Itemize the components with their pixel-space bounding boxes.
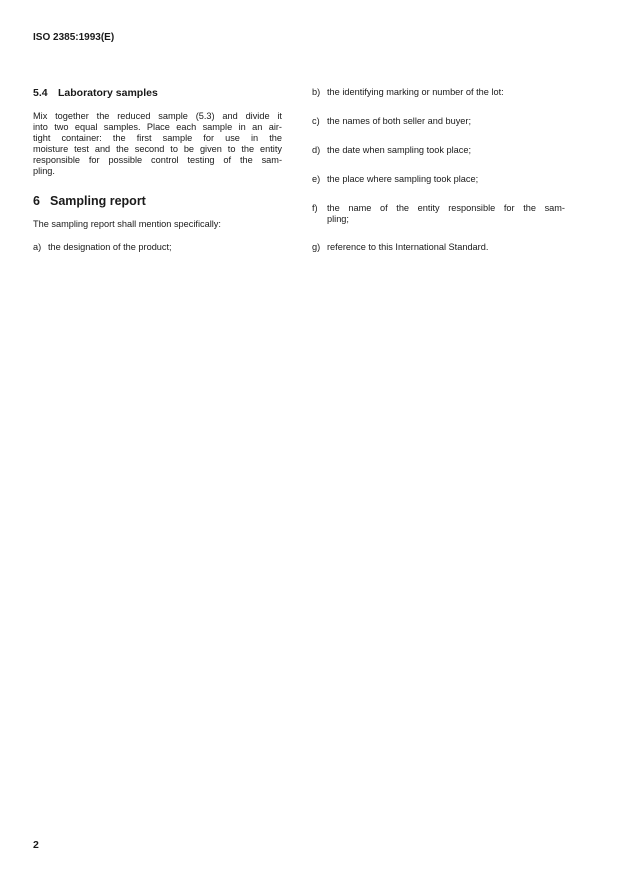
section-title: Laboratory samples [58, 87, 158, 99]
section-6-heading [33, 194, 146, 208]
item-text: reference to this International Standard. [327, 242, 489, 252]
list-item-c [312, 116, 565, 127]
list-item-a [33, 242, 283, 253]
paragraph-line: tight container: the first sample for use in the [33, 133, 282, 143]
item-text: the designation of the product; [48, 242, 172, 252]
item-label: e) [312, 174, 321, 184]
section-5-4-paragraph [33, 111, 282, 177]
item-text: the place where sampling took place; [327, 174, 479, 184]
section-5-4-heading [33, 87, 158, 99]
paragraph-line: into two equal samples. Place each sample in an air- [33, 122, 282, 132]
section-number: 6 [33, 194, 40, 208]
item-label: a) [33, 242, 42, 252]
document-header: ISO 2385:1993(E) [33, 32, 115, 43]
paragraph-line: pling. [33, 166, 55, 176]
item-text: the name of the entity responsible for the sam- [327, 203, 565, 213]
list-item-e [312, 174, 565, 185]
page-number: 2 [33, 839, 39, 851]
section-title: Sampling report [50, 194, 146, 208]
section-number: 5.4 [33, 87, 48, 99]
list-item-d [312, 145, 565, 156]
section-6-intro: The sampling report shall mention specifically: [33, 219, 221, 229]
list-item-f [312, 203, 565, 225]
item-text: the names of both seller and buyer; [327, 116, 472, 126]
item-label: g) [312, 242, 321, 252]
item-label: c) [312, 116, 320, 126]
item-text: the date when sampling took place; [327, 145, 472, 155]
list-item-b [312, 87, 565, 98]
item-text: the identifying marking or number of the lot: [327, 87, 504, 97]
item-label: b) [312, 87, 321, 97]
paragraph-line: moisture test and the second to be given to the entity [33, 144, 282, 154]
item-label: d) [312, 145, 321, 155]
paragraph-line: Mix together the reduced sample (5.3) and divide it [33, 111, 282, 121]
item-text-continued: pling; [327, 214, 349, 224]
paragraph-line: responsible for possible control testing of the sam- [33, 155, 282, 165]
list-item-g [312, 242, 565, 253]
item-label: f) [312, 203, 318, 213]
